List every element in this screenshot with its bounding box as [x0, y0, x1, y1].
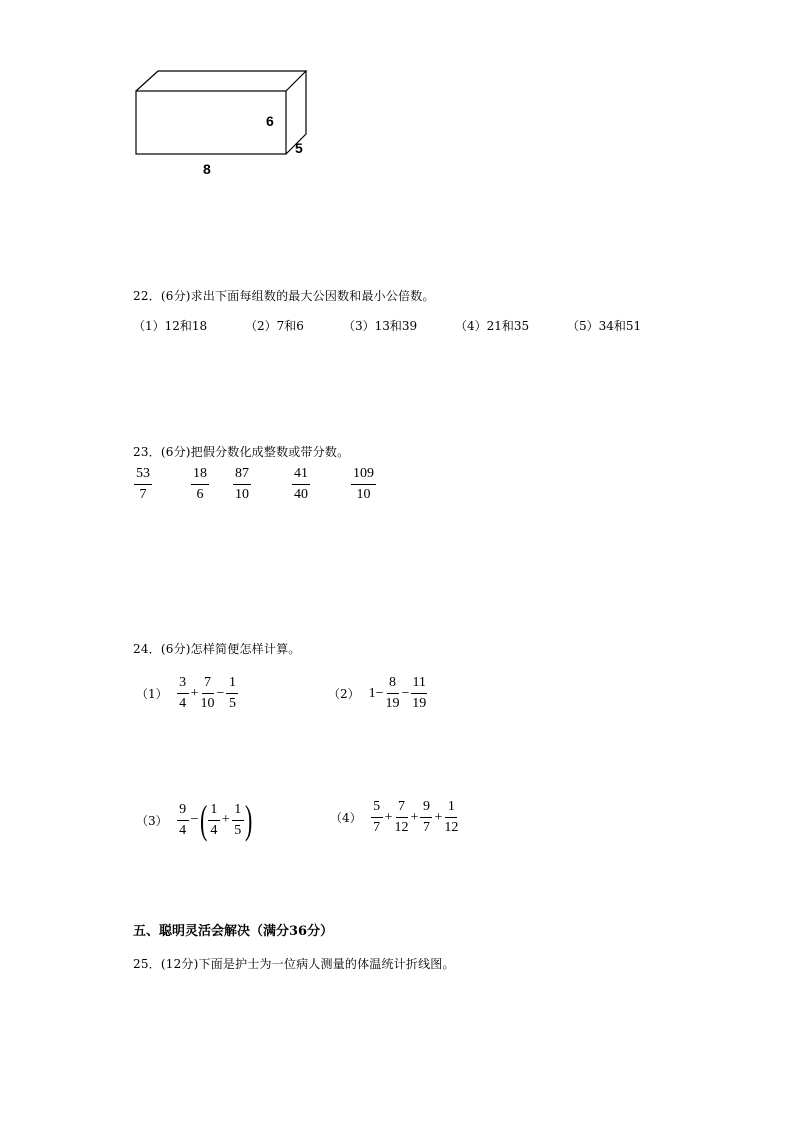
q22-prompt: 22．(6分)求出下面每组数的最大公因数和最小公倍数。: [133, 289, 435, 303]
q23-fraction-5-denominator: 10: [356, 487, 371, 502]
q24-e4-fraction-1: [371, 800, 383, 835]
numerator: 11: [411, 676, 426, 694]
q23-fraction-5-numerator: 109: [351, 467, 376, 485]
q23-fraction-1: [134, 467, 152, 502]
plus-sign: +: [221, 812, 230, 827]
q24-e2-fraction-2: [411, 676, 426, 711]
denominator: 4: [179, 822, 187, 838]
numerator: 1: [445, 800, 457, 818]
numerator: 1: [232, 803, 244, 821]
q24-e3-fraction-2: [208, 803, 220, 838]
cuboid-width-label: 8: [203, 161, 211, 177]
denominator: 4: [210, 822, 218, 838]
numerator: 8: [387, 676, 399, 694]
numerator: 9: [177, 803, 189, 821]
denominator: 12: [444, 820, 459, 835]
q22-item-4: （4）21和35: [455, 319, 530, 333]
cuboid-figure: [130, 66, 320, 178]
q24-prompt: 24．(6分)怎样简便怎样计算。: [133, 642, 301, 656]
q24-e2-fraction-1: [386, 676, 400, 711]
q23-fraction-1-denominator: 7: [139, 487, 147, 502]
right-parenthesis: ): [244, 797, 253, 842]
left-parenthesis: (: [199, 797, 207, 842]
denominator: 7: [373, 820, 381, 835]
numerator: 7: [202, 676, 214, 694]
numerator: 1: [208, 803, 220, 821]
q24-expression-3: [136, 797, 253, 842]
q22-item-5: （5）34和51: [567, 319, 642, 333]
q25-prompt: 25．(12分)下面是护士为一位病人测量的体温统计折线图。: [133, 957, 455, 971]
q22-item-3: （3）13和39: [343, 319, 418, 333]
cuboid-depth-label: 5: [295, 140, 303, 156]
numerator: 3: [177, 676, 189, 694]
minus-sign: −: [190, 812, 199, 827]
section-5-heading: 五、聪明灵活会解决（满分36分）: [133, 924, 334, 939]
denominator: 7: [422, 820, 430, 835]
q22-item-1: （1）12和18: [133, 319, 208, 333]
q24-expression-2-label: （2）: [328, 687, 360, 701]
q23-fraction-4-denominator: 40: [294, 487, 308, 502]
plus-sign: +: [410, 809, 419, 825]
q23-fraction-4: [292, 467, 310, 502]
q24-e1-fraction-2: [201, 676, 215, 711]
numerator: 1: [226, 676, 238, 694]
q24-e3-fraction-3: [232, 803, 244, 838]
denominator: 19: [412, 696, 427, 711]
denominator: 5: [234, 822, 242, 838]
q23-fraction-3-numerator: 87: [233, 467, 251, 485]
denominator: 4: [179, 696, 187, 711]
numerator: 9: [420, 800, 432, 818]
q24-e2-lead: 1−: [368, 685, 384, 701]
q24-e4-fraction-4: [444, 800, 458, 835]
cuboid-height-label: 6: [266, 113, 274, 129]
q23-fraction-1-numerator: 53: [134, 467, 152, 485]
denominator: 19: [385, 696, 400, 711]
minus-sign: −: [216, 685, 225, 701]
q24-expression-4-label: （4）: [330, 811, 362, 825]
cuboid-front-face: [136, 91, 286, 154]
q24-expression-4: [330, 800, 459, 835]
q23-prompt: 23．(6分)把假分数化成整数或带分数。: [133, 445, 350, 459]
minus-sign: −: [401, 685, 410, 701]
q24-e1-fraction-1: [177, 676, 189, 711]
q24-expression-1-label: （1）: [136, 687, 168, 701]
plus-sign: +: [434, 809, 443, 825]
q24-e4-fraction-2: [395, 800, 409, 835]
plus-sign: +: [190, 685, 199, 701]
q24-expression-2: [328, 676, 428, 711]
numerator: 7: [396, 800, 408, 818]
q22-item-2: （2）7和6: [245, 319, 304, 333]
q23-fraction-2: [191, 467, 209, 502]
q23-fraction-3-denominator: 10: [235, 487, 249, 502]
q24-expression-3-label: （3）: [136, 813, 168, 828]
denominator: 5: [228, 696, 236, 711]
q23-fraction-5: [351, 467, 376, 502]
q24-expression-1: [136, 676, 239, 711]
q23-fraction-3: [233, 467, 251, 502]
cuboid-top-face: [136, 71, 306, 91]
q24-e3-fraction-1: [177, 803, 189, 838]
denominator: 12: [394, 820, 409, 835]
q23-fraction-4-numerator: 41: [292, 467, 310, 485]
q23-fraction-2-denominator: 6: [196, 487, 204, 502]
q23-fraction-2-numerator: 18: [191, 467, 209, 485]
denominator: 10: [200, 696, 215, 711]
q24-e4-fraction-3: [420, 800, 432, 835]
q24-e1-fraction-3: [226, 676, 238, 711]
plus-sign: +: [384, 809, 393, 825]
numerator: 5: [371, 800, 383, 818]
